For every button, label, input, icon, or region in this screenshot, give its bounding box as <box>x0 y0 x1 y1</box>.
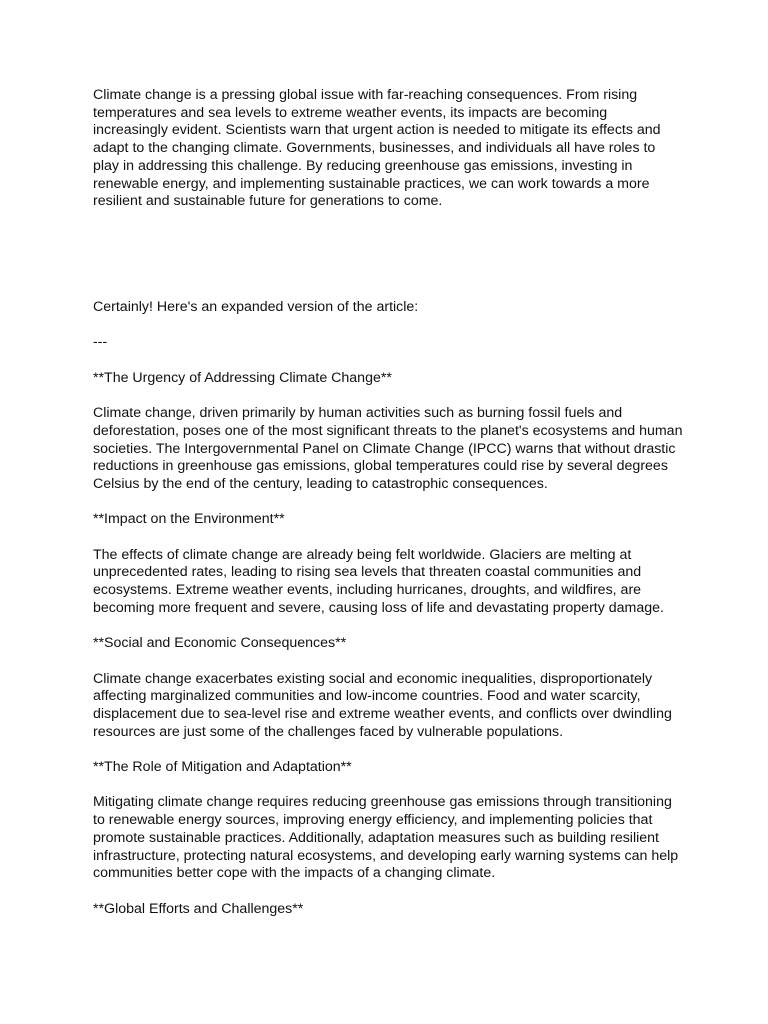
section-body-mitigation: Mitigating climate change requires reducing greenhouse gas emissions through transitioning to renewable energy sources, improving energy efficiency, and implementing policies that promote sustainable practices. Additionally, adaptation measures such as building resilient infrastructure, protecting natural ecosystems, and developing early warning systems can help communities better cope with the impacts of a changing climate. <box>93 794 679 882</box>
section-heading-social-economic: **Social and Economic Consequences** <box>93 635 347 652</box>
section-heading-mitigation: **The Role of Mitigation and Adaptation** <box>93 759 352 776</box>
document-page <box>93 87 683 918</box>
section-body-environment: The effects of climate change are already being felt worldwide. Glaciers are melting at unprecedented rates, leading to rising sea levels that threaten coastal communities and ecosystems. Extreme weather events, including hurricanes, droughts, and wildfires, are becoming more frequent and severe, causing loss of life and devastating property damage. <box>93 546 664 616</box>
intro-paragraph: Climate change is a pressing global issue with far-reaching consequences. From rising temperatures and sea levels to extreme weather events, its impacts are becoming increasingly evident. Scientists warn that urgent action is needed to mitigate its effects and adapt to the changing climate. Governments, businesses, and individuals all have roles to play in addressing this challenge. By reducing greenhouse gas emissions, investing in renewable energy, and implementing sustainable practices, we can work towards a more resilient and sustainable future for generations to come. <box>93 87 661 210</box>
section-heading-environment: **Impact on the Environment** <box>93 511 285 528</box>
section-heading-urgency: **The Urgency of Addressing Climate Change** <box>93 369 392 386</box>
section-body-urgency: Climate change, driven primarily by human activities such as burning fossil fuels and deforestation, poses one of the most significant threats to the planet's ecosystems and human societies. The Intergovernmental Panel on Climate Change (IPCC) warns that without drastic reductions in greenhouse gas emissions, global temperatures could rise by several degrees Celsius by the end of the century, leading to catastrophic consequences. <box>93 405 683 492</box>
section-heading-global-efforts: **Global Efforts and Challenges** <box>93 900 304 917</box>
lead-in-text: Certainly! Here's an expanded version of the article: <box>93 298 419 315</box>
spacer <box>93 211 683 299</box>
section-body-social-economic: Climate change exacerbates existing social and economic inequalities, disproportionately affecting marginalized communities and low-income countries. Food and water scarcity, displacement due to sea-level rise and extreme weather events, and conflicts over dwindling resources are just some of the challenges faced by vulnerable populations. <box>93 670 672 740</box>
separator-text: --- <box>93 334 108 351</box>
